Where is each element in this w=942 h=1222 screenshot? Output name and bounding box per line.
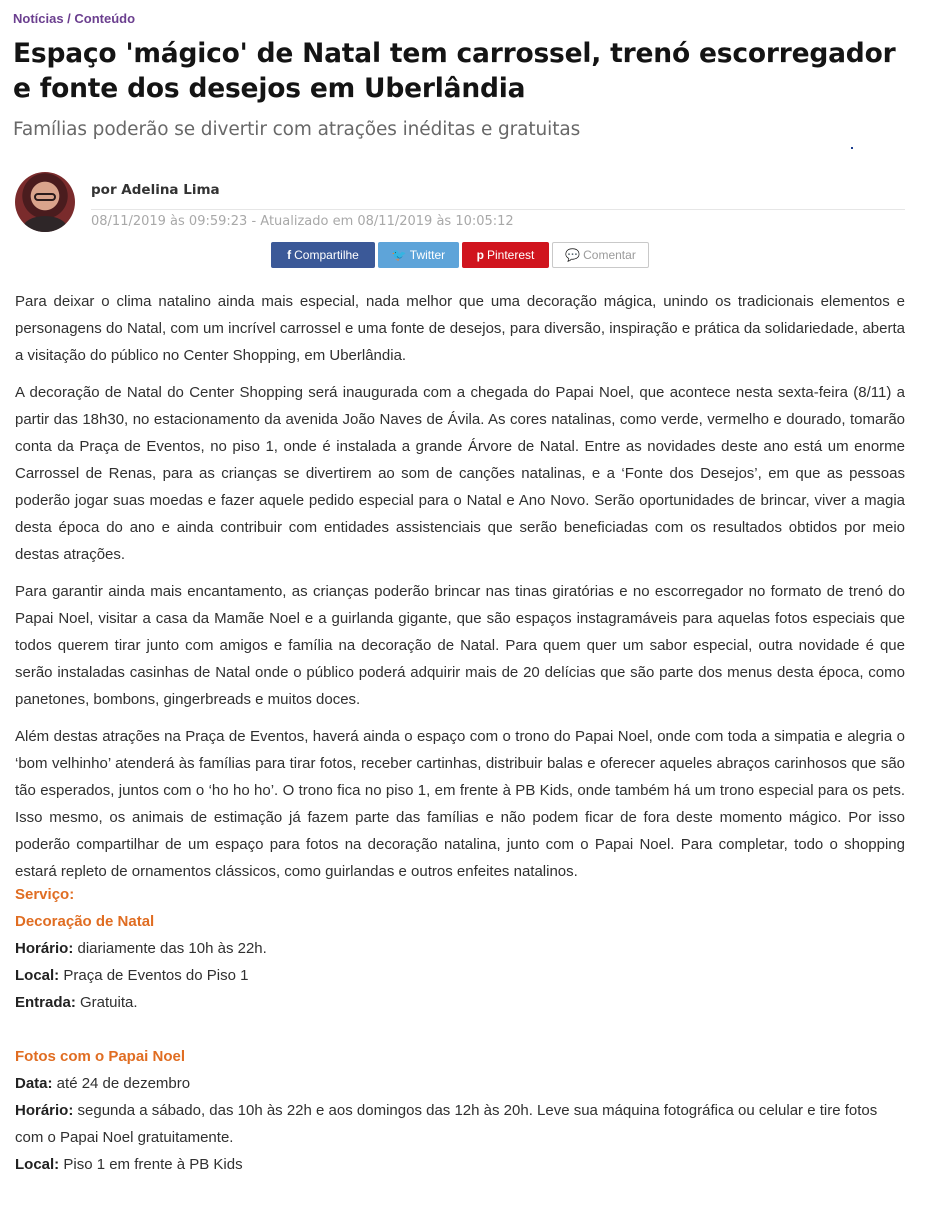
comment-icon: 💬: [565, 248, 581, 262]
hours-value: segunda a sábado, das 10h às 22h e aos domingos das 12h às 20h. Leve sua máquina fotográfica ou celular e tire fotos com o Papai Noel gratuitamente.: [15, 1102, 878, 1146]
hours-label: Horário:: [15, 1102, 74, 1119]
section-gap: [15, 1016, 905, 1043]
article-paragraph: Para deixar o clima natalino ainda mais especial, nada melhor que uma decoração mágica, unindo os tradicionais elementos e personagens do Natal, com um incrível carrossel e uma fonte de desejos, para diversão, inspiração e prática da solidariedade, aberta a visitação do público no Center Shopping, em Uberlândia.: [15, 293, 905, 364]
article-subtitle: Famílias poderão se divertir com atrações inéditas e gratuitas: [13, 119, 581, 140]
publish-dates: 08/11/2019 às 09:59:23 - Atualizado em 08/11/2019 às 10:05:12: [91, 214, 514, 229]
share-facebook-label: Compartilhe: [294, 248, 359, 262]
article-title: Espaço 'mágico' de Natal tem carrossel, trenó escorregador e fonte dos desejos em Uberlândia: [13, 38, 896, 104]
comment-button[interactable]: [552, 242, 649, 268]
avatar-shirt: [23, 216, 67, 232]
service-heading: Serviço:: [15, 886, 75, 903]
article-body: [15, 288, 905, 895]
location-value: Piso 1 em frente à PB Kids: [59, 1156, 243, 1173]
photos-location: [15, 1151, 905, 1178]
breadcrumb[interactable]: Notícias / Conteúdo: [13, 11, 136, 26]
entry-label: Entrada:: [15, 994, 76, 1011]
photos-hours: [15, 1097, 905, 1151]
service-info: [15, 881, 905, 1178]
location-label: Local:: [15, 1156, 60, 1173]
hours-value: diariamente das 10h às 22h.: [73, 940, 267, 957]
avatar-glasses: [34, 193, 56, 201]
share-twitter-button[interactable]: [378, 242, 459, 268]
hours-label: Horário:: [15, 940, 74, 957]
article-paragraph: Além destas atrações na Praça de Eventos, haverá ainda o espaço com o trono do Papai Noel, onde com toda a simpatia e alegria o ‘bom velhinho’ atenderá às famílias para tirar fotos, receber cartinhas, distribuir balas e oferecer aqueles abraços carinhosos que são tão esperados, juntos com o ‘ho ho ho’. O trono fica no piso 1, em frente à PB Kids, onde também há um trono especial para os pets. Isso mesmo, os animais de estimação já fazem parte das famílias e não podem ficar de fora deste momento mágico. Por isso poderão compartilhar de um espaço para fotos na decoração natalina, junto com o Papai Noel. Para completar, todo o shopping estará repleto de ornamentos clássicos, como guirlandas e outros enfeites natalinos.: [15, 728, 905, 880]
share-twitter-label: Twitter: [409, 248, 446, 262]
decorative-dot: [851, 147, 853, 149]
decoration-title: Decoração de Natal: [15, 913, 155, 930]
date-label: Data:: [15, 1075, 53, 1092]
entry-value: Gratuita.: [75, 994, 138, 1011]
pinterest-icon: p: [476, 248, 484, 262]
share-pinterest-button[interactable]: [462, 242, 549, 268]
decoration-location: [15, 962, 905, 989]
comment-label: Comentar: [583, 248, 636, 262]
location-value: Praça de Eventos do Piso 1: [59, 967, 249, 984]
meta-divider: [91, 209, 905, 210]
decoration-entry: [15, 989, 905, 1016]
location-label: Local:: [15, 967, 60, 984]
photos-title: Fotos com o Papai Noel: [15, 1048, 186, 1065]
date-value: até 24 de dezembro: [52, 1075, 191, 1092]
article-paragraph: A decoração de Natal do Center Shopping será inaugurada com a chegada do Papai Noel, que acontece nesta sexta-feira (8/11) a partir das 18h30, no estacionamento da avenida João Naves de Ávila. As cores natalinas, como verde, vermelho e dourado, tomarão conta da Praça de Eventos, no piso 1, onde é instalada a grande Árvore de Natal. Entre as novidades deste ano está um enorme Carrossel de Renas, para as crianças se divertirem ao som de canções natalinas, e a ‘Fonte dos Desejos’, em que as pessoas poderão jogar suas moedas e fazer aquele pedido especial para o Natal e Ano Novo. Serão oportunidades de brincar, viver a magia desta época do ano e ainda contribuir com entidades assistenciais que serão beneficiadas com os resultados obtidos por meio destas atrações.: [15, 384, 905, 563]
share-facebook-button[interactable]: [271, 242, 375, 268]
article-paragraph: Para garantir ainda mais encantamento, as crianças poderão brincar nas tinas giratórias e no escorregador no formato de trenó do Papai Noel, visitar a casa da Mamãe Noel e a guirlanda gigante, que são espaços instagramáveis para aquelas fotos especiais que todos querem tirar junto com amigos e família na decoração de Natal. Para quem quer um sabor especial, outra novidade é que serão instaladas casinhas de Natal onde o público poderá adquirir mais de 20 delícias que são parte dos menus desta época, como panetones, bombons, gingerbreads e muitos doces.: [15, 583, 905, 708]
facebook-icon: f: [287, 248, 292, 262]
share-pinterest-label: Pinterest: [486, 248, 535, 262]
author-avatar: [15, 172, 75, 232]
decoration-hours: [15, 935, 905, 962]
author-byline: por Adelina Lima: [91, 182, 220, 198]
photos-date: [15, 1070, 905, 1097]
twitter-icon: 🐦: [391, 248, 407, 262]
